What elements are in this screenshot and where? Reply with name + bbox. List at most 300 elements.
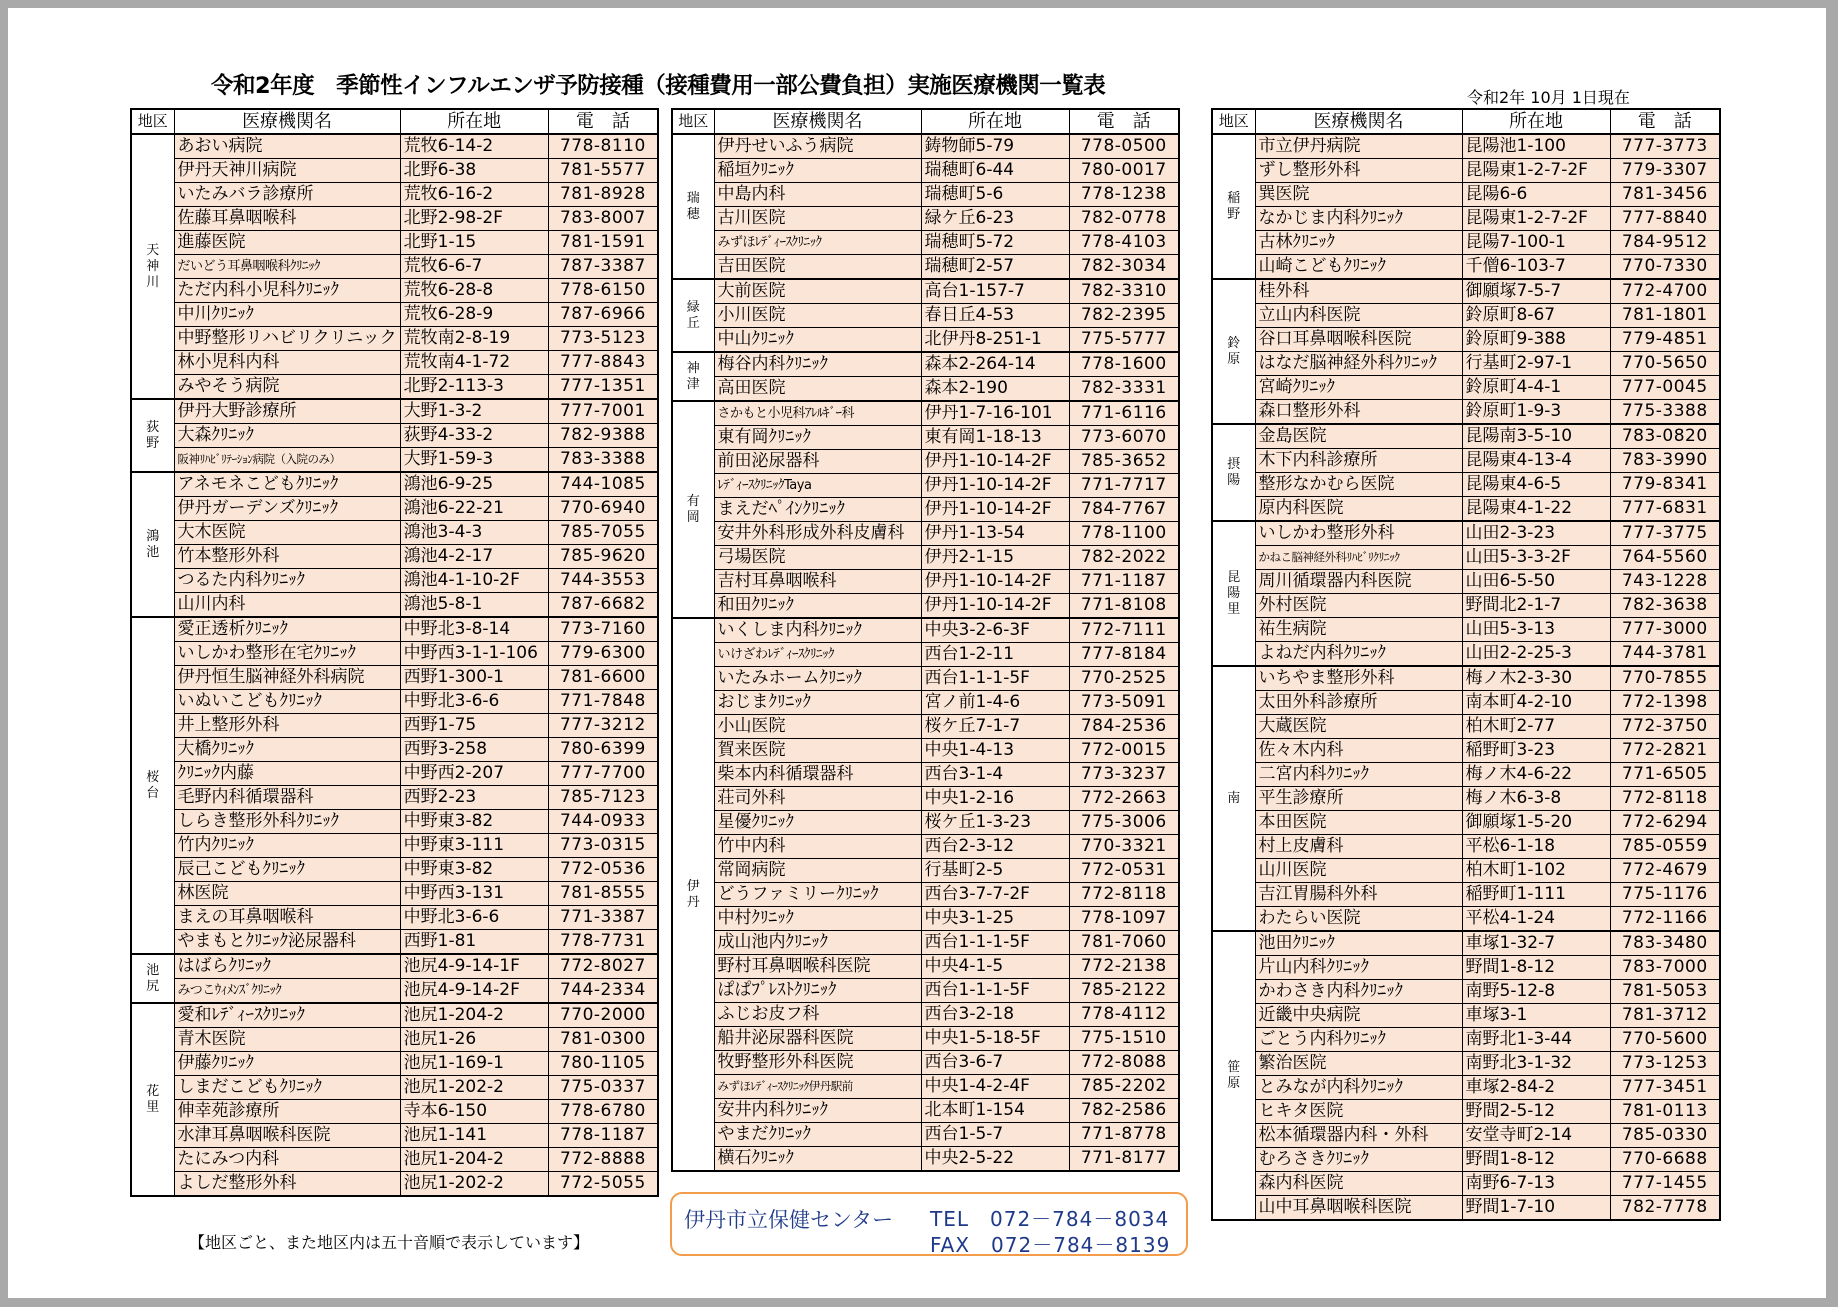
clinic-phone: 771-8177 — [1069, 1147, 1179, 1172]
table-row — [1212, 1052, 1720, 1076]
clinic-phone: 781-3456 — [1610, 183, 1720, 207]
clinic-phone: 744-0933 — [548, 810, 658, 834]
clinic-name: 二宮内科ｸﾘﾆｯｸ — [1255, 763, 1462, 787]
table-row — [131, 786, 658, 810]
clinic-address: 荒牧6-16-2 — [400, 183, 548, 207]
clinic-name: 常岡病院 — [714, 859, 921, 883]
clinic-name: 進藤医院 — [174, 231, 400, 255]
clinic-address: 野間2-5-12 — [1462, 1100, 1610, 1124]
clinic-name: 本田医院 — [1255, 811, 1462, 835]
table-row — [131, 930, 658, 955]
table-row — [131, 545, 658, 569]
clinic-address: 鈴原町1-9-3 — [1462, 400, 1610, 425]
clinic-name: 安井外科形成外科皮膚科 — [714, 522, 921, 546]
table-row — [1212, 207, 1720, 231]
clinic-phone: 771-1187 — [1069, 570, 1179, 594]
table-row — [131, 134, 658, 159]
table-row — [131, 497, 658, 521]
table-row — [131, 159, 658, 183]
clinic-address: 鴻池6-9-25 — [400, 472, 548, 497]
clinic-phone: 775-0337 — [548, 1076, 658, 1100]
clinic-address: 池尻1-202-2 — [400, 1076, 548, 1100]
clinic-name: なかじま内科ｸﾘﾆｯｸ — [1255, 207, 1462, 231]
district-char: 野 — [1227, 206, 1241, 222]
district-char: 昆 — [1227, 569, 1241, 585]
clinic-address: 千僧6-103-7 — [1462, 255, 1610, 280]
clinic-name: ｸﾘﾆｯｸ内藤 — [174, 762, 400, 786]
table-row — [672, 426, 1179, 450]
clinic-name: まえの耳鼻咽喉科 — [174, 906, 400, 930]
table-row — [1212, 1028, 1720, 1052]
clinic-address: 鴻池4-1-10-2F — [400, 569, 548, 593]
table-row — [672, 1147, 1179, 1172]
table-row — [672, 883, 1179, 907]
table-row — [1212, 642, 1720, 667]
clinic-name: かねこ脳神経外科ﾘﾊﾋﾞﾘｸﾘﾆｯｸ — [1255, 546, 1462, 570]
header-name: 医療機関名 — [1255, 109, 1462, 134]
clinic-phone: 772-0015 — [1069, 739, 1179, 763]
clinic-phone: 785-2202 — [1069, 1075, 1179, 1099]
clinic-phone: 778-1238 — [1069, 183, 1179, 207]
clinic-phone: 778-7731 — [548, 930, 658, 955]
table-row — [131, 399, 658, 424]
clinic-name: よしだ整形外科 — [174, 1172, 400, 1197]
table-row — [672, 691, 1179, 715]
district-char: 陽 — [1227, 472, 1241, 488]
table-row — [672, 328, 1179, 353]
district-char: 津 — [686, 376, 700, 392]
table-row — [1212, 763, 1720, 787]
date-note: 令和2年 10月 1日現在 — [1467, 88, 1630, 107]
clinic-name: 毛野内科循環器科 — [174, 786, 400, 810]
clinic-name: 柴本内科循環器科 — [714, 763, 921, 787]
clinic-address: 池尻1-202-2 — [400, 1172, 548, 1197]
table-row — [1212, 255, 1720, 280]
district-char: 川 — [146, 274, 160, 290]
table-row — [1212, 1004, 1720, 1028]
table-row — [131, 1124, 658, 1148]
district-char: 緑 — [686, 299, 700, 315]
clinic-name: 野村耳鼻咽喉科医院 — [714, 955, 921, 979]
table-row — [1212, 279, 1720, 304]
clinic-phone: 743-1228 — [1610, 570, 1720, 594]
table-row — [672, 618, 1179, 643]
clinic-phone: 785-0330 — [1610, 1124, 1720, 1148]
clinic-name: つるた内科ｸﾘﾆｯｸ — [174, 569, 400, 593]
clinic-phone: 772-1166 — [1610, 907, 1720, 932]
clinic-phone: 785-7123 — [548, 786, 658, 810]
clinic-phone: 778-6150 — [548, 279, 658, 303]
district-char: 原 — [1227, 351, 1241, 367]
clinic-name: たにみつ内科 — [174, 1148, 400, 1172]
clinic-name: 中村ｸﾘﾆｯｸ — [714, 907, 921, 931]
clinic-name: 金島医院 — [1255, 424, 1462, 449]
clinic-address: 昆陽6-6 — [1462, 183, 1610, 207]
clinic-phone: 775-5777 — [1069, 328, 1179, 353]
clinic-name: 竹本整形外科 — [174, 545, 400, 569]
clinic-phone: 785-7055 — [548, 521, 658, 545]
clinic-name: ヒキタ医院 — [1255, 1100, 1462, 1124]
table-row — [672, 763, 1179, 787]
clinic-address: 西台2-3-12 — [921, 835, 1069, 859]
table-row — [131, 617, 658, 642]
district-char: 摂 — [1227, 456, 1241, 472]
clinic-name: はなだ脳神経外科ｸﾘﾆｯｸ — [1255, 352, 1462, 376]
table-row — [1212, 907, 1720, 932]
clinic-name: 周川循環器内科医院 — [1255, 570, 1462, 594]
table-row — [672, 352, 1179, 377]
table-row — [1212, 618, 1720, 642]
clinic-phone: 782-3331 — [1069, 377, 1179, 402]
table-row — [672, 570, 1179, 594]
table-row — [672, 134, 1179, 159]
district-cell — [672, 401, 714, 618]
table-row — [672, 1003, 1179, 1027]
table-row — [1212, 376, 1720, 400]
clinic-address: 中野西2-207 — [400, 762, 548, 786]
table-row — [672, 183, 1179, 207]
table-row — [131, 1052, 658, 1076]
clinic-name: 佐々木内科 — [1255, 739, 1462, 763]
district-char: 有 — [686, 493, 700, 509]
table-row — [672, 401, 1179, 426]
clinic-address: 鈴原町8-67 — [1462, 304, 1610, 328]
clinic-name: 吉江胃腸科外科 — [1255, 883, 1462, 907]
clinic-address: 昆陽東4-6-5 — [1462, 473, 1610, 497]
clinic-name: 成山池内ｸﾘﾆｯｸ — [714, 931, 921, 955]
table-row — [672, 546, 1179, 570]
clinic-address: 荒牧南4-1-72 — [400, 351, 548, 375]
district-char: 尻 — [146, 978, 160, 994]
table-row — [131, 521, 658, 545]
clinic-address: 中野東3-82 — [400, 810, 548, 834]
table-row — [1212, 787, 1720, 811]
clinic-address: 御願塚1-5-20 — [1462, 811, 1610, 835]
district-cell — [1212, 931, 1255, 1220]
contact-tel: TEL 072－784－8034 — [930, 1207, 1170, 1231]
clinic-address: 荒牧6-28-8 — [400, 279, 548, 303]
table-row — [131, 207, 658, 231]
clinic-phone: 785-9620 — [548, 545, 658, 569]
clinic-phone: 778-1100 — [1069, 522, 1179, 546]
table-row — [1212, 304, 1720, 328]
table-row — [131, 690, 658, 714]
district-char: 荻 — [146, 419, 160, 435]
clinic-name: 阪神ﾘﾊﾋﾞﾘﾃｰｼｮﾝ病院（入院のみ） — [174, 448, 400, 473]
table-row — [672, 739, 1179, 763]
clinic-name: 伊丹せいふう病院 — [714, 134, 921, 159]
table-row — [672, 377, 1179, 402]
clinic-name: 繁治医院 — [1255, 1052, 1462, 1076]
table-row — [1212, 594, 1720, 618]
clinic-phone: 782-2395 — [1069, 304, 1179, 328]
clinic-address: 昆陽東4-13-4 — [1462, 449, 1610, 473]
clinic-name: 井上整形外科 — [174, 714, 400, 738]
clinic-address: 昆陽7-100-1 — [1462, 231, 1610, 255]
district-char: 野 — [146, 435, 160, 451]
clinic-phone: 772-3750 — [1610, 715, 1720, 739]
clinic-name: みずほﾚﾃﾞｨｰｽｸﾘﾆｯｸ伊丹駅前 — [714, 1075, 921, 1099]
clinic-phone: 781-5577 — [548, 159, 658, 183]
clinic-address: 中央3-2-6-3F — [921, 618, 1069, 643]
clinic-address: 昆陽池1-100 — [1462, 134, 1610, 159]
clinic-address: 北野2-113-3 — [400, 375, 548, 400]
clinic-address: 西野1-81 — [400, 930, 548, 955]
clinic-address: 北野2-98-2F — [400, 207, 548, 231]
clinic-address: 中央1-4-13 — [921, 739, 1069, 763]
clinic-name: しらき整形外科ｸﾘﾆｯｸ — [174, 810, 400, 834]
clinic-phone: 770-5600 — [1610, 1028, 1720, 1052]
clinic-name: 松本循環器内科・外科 — [1255, 1124, 1462, 1148]
table-row — [1212, 400, 1720, 425]
clinic-phone: 779-3307 — [1610, 159, 1720, 183]
clinic-phone: 787-3387 — [548, 255, 658, 279]
table-row — [672, 1099, 1179, 1123]
clinic-address: 大野1-59-3 — [400, 448, 548, 473]
header-address: 所在地 — [921, 109, 1069, 134]
clinic-name: 吉田医院 — [714, 255, 921, 280]
clinic-address: 西台3-7-7-2F — [921, 883, 1069, 907]
clinic-phone: 772-2138 — [1069, 955, 1179, 979]
table-row — [1212, 931, 1720, 956]
header-area: 地区 — [672, 109, 714, 134]
table-row — [672, 955, 1179, 979]
clinic-address: 昆陽東1-2-7-2F — [1462, 159, 1610, 183]
clinic-address: 鴻池3-4-3 — [400, 521, 548, 545]
clinic-phone: 773-7160 — [548, 617, 658, 642]
header-name: 医療機関名 — [174, 109, 400, 134]
clinic-phone: 771-3387 — [548, 906, 658, 930]
table-row — [131, 954, 658, 979]
table-row — [1212, 1148, 1720, 1172]
clinic-address: 池尻1-141 — [400, 1124, 548, 1148]
table-row — [131, 714, 658, 738]
clinic-address: 稲野町1-111 — [1462, 883, 1610, 907]
clinic-address: 中野東3-111 — [400, 834, 548, 858]
clinic-address: 西台3-2-18 — [921, 1003, 1069, 1027]
clinic-address: 昆陽東1-2-7-2F — [1462, 207, 1610, 231]
clinic-phone: 773-1253 — [1610, 1052, 1720, 1076]
table-row — [672, 1075, 1179, 1099]
clinic-address: 西台1-1-1-5F — [921, 979, 1069, 1003]
clinic-phone: 784-2536 — [1069, 715, 1179, 739]
clinic-name: どうファミリーｸﾘﾆｯｸ — [714, 883, 921, 907]
table-row — [672, 231, 1179, 255]
clinic-phone: 775-1510 — [1069, 1027, 1179, 1051]
table-row — [1212, 328, 1720, 352]
clinic-address: 鴻池6-22-21 — [400, 497, 548, 521]
clinic-name: 横石ｸﾘﾆｯｸ — [714, 1147, 921, 1172]
clinic-address: 梅ノ木4-6-22 — [1462, 763, 1610, 787]
table-row — [1212, 739, 1720, 763]
clinic-address: 南野6-7-13 — [1462, 1172, 1610, 1196]
clinic-address: 伊丹1-10-14-2F — [921, 570, 1069, 594]
clinic-phone: 772-5055 — [548, 1172, 658, 1197]
clinic-name: 伊丹恒生脳神経外科病院 — [174, 666, 400, 690]
clinic-name: 市立伊丹病院 — [1255, 134, 1462, 159]
table-row — [131, 1100, 658, 1124]
clinic-name: 池田ｸﾘﾆｯｸ — [1255, 931, 1462, 956]
clinic-name: 伸幸苑診療所 — [174, 1100, 400, 1124]
clinic-address: 鋳物師5-79 — [921, 134, 1069, 159]
clinic-name: 太田外科診療所 — [1255, 691, 1462, 715]
clinic-address: 車塚3-1 — [1462, 1004, 1610, 1028]
table-row — [131, 810, 658, 834]
district-cell — [672, 618, 714, 1171]
header-address: 所在地 — [1462, 109, 1610, 134]
clinic-name: 祐生病院 — [1255, 618, 1462, 642]
clinic-name: 木下内科診療所 — [1255, 449, 1462, 473]
clinic-address: 宮ノ前1-4-6 — [921, 691, 1069, 715]
contact-fax: FAX 072－784－8139 — [930, 1233, 1171, 1257]
table-row — [672, 1027, 1179, 1051]
clinic-name: みつこｳｨﾒﾝｽﾞｸﾘﾆｯｸ — [174, 979, 400, 1004]
table-row — [1212, 1076, 1720, 1100]
clinic-phone: 782-0778 — [1069, 207, 1179, 231]
clinic-address: 鈴原町9-388 — [1462, 328, 1610, 352]
district-char: 里 — [146, 1099, 160, 1115]
district-char: 神 — [146, 258, 160, 274]
clinic-phone: 781-1801 — [1610, 304, 1720, 328]
clinic-phone: 781-8555 — [548, 882, 658, 906]
clinic-address: 南野北3-1-32 — [1462, 1052, 1610, 1076]
clinic-name: ﾚﾃﾞｨｰｽｸﾘﾆｯｸTaya — [714, 474, 921, 498]
clinic-address: 梅ノ木2-3-30 — [1462, 666, 1610, 691]
clinic-address: 北野1-15 — [400, 231, 548, 255]
clinic-phone: 775-3006 — [1069, 811, 1179, 835]
clinic-address: 西台1-1-1-5F — [921, 667, 1069, 691]
clinic-name: 小川医院 — [714, 304, 921, 328]
clinic-phone: 782-7778 — [1610, 1196, 1720, 1221]
clinic-phone: 784-7767 — [1069, 498, 1179, 522]
clinic-phone: 777-1351 — [548, 375, 658, 400]
clinic-address: 西台3-6-7 — [921, 1051, 1069, 1075]
clinic-address: 車塚2-84-2 — [1462, 1076, 1610, 1100]
table-row — [131, 424, 658, 448]
district-char: 陽 — [1227, 585, 1241, 601]
clinic-name: いちやま整形外科 — [1255, 666, 1462, 691]
clinic-phone: 772-1398 — [1610, 691, 1720, 715]
header-address: 所在地 — [400, 109, 548, 134]
clinic-name: 大木医院 — [174, 521, 400, 545]
clinic-name: 山川内科 — [174, 593, 400, 618]
clinic-name: ごとう内科ｸﾘﾆｯｸ — [1255, 1028, 1462, 1052]
clinic-phone: 785-2122 — [1069, 979, 1179, 1003]
table-row — [131, 1172, 658, 1197]
clinic-phone: 772-0536 — [548, 858, 658, 882]
clinic-name: 宮崎ｸﾘﾆｯｸ — [1255, 376, 1462, 400]
clinic-name: 伊丹ガーデンズｸﾘﾆｯｸ — [174, 497, 400, 521]
clinic-address: 西台3-1-4 — [921, 763, 1069, 787]
clinic-name: 立山内科医院 — [1255, 304, 1462, 328]
clinic-phone: 778-0500 — [1069, 134, 1179, 159]
clinic-table-3 — [1211, 108, 1721, 1221]
clinic-phone: 771-7848 — [548, 690, 658, 714]
clinic-address: 中央1-5-18-5F — [921, 1027, 1069, 1051]
table-row — [1212, 715, 1720, 739]
clinic-address: 行基町2-5 — [921, 859, 1069, 883]
clinic-name: 水津耳鼻咽喉科医院 — [174, 1124, 400, 1148]
clinic-phone: 770-2000 — [548, 1003, 658, 1028]
clinic-phone: 777-8843 — [548, 351, 658, 375]
clinic-phone: 772-2821 — [1610, 739, 1720, 763]
document-title: 令和2年度 季節性インフルエンザ予防接種（接種費用一部公費負担）実施医療機関一覧表 — [211, 73, 1106, 99]
district-char: 花 — [146, 1083, 160, 1099]
clinic-phone: 771-8108 — [1069, 594, 1179, 619]
clinic-address: 中央3-1-25 — [921, 907, 1069, 931]
clinic-phone: 778-1187 — [548, 1124, 658, 1148]
header-phone: 電 話 — [1069, 109, 1179, 134]
clinic-name: 大蔵医院 — [1255, 715, 1462, 739]
district-char: 鈴 — [1227, 335, 1241, 351]
clinic-phone: 780-1105 — [548, 1052, 658, 1076]
clinic-name: ただ内科小児科ｸﾘﾆｯｸ — [174, 279, 400, 303]
table-row — [1212, 159, 1720, 183]
clinic-phone: 782-3034 — [1069, 255, 1179, 280]
clinic-address: 伊丹1-10-14-2F — [921, 450, 1069, 474]
clinic-phone: 781-3712 — [1610, 1004, 1720, 1028]
clinic-name: 大前医院 — [714, 279, 921, 304]
clinic-phone: 781-0113 — [1610, 1100, 1720, 1124]
table-row — [131, 858, 658, 882]
table-row — [131, 642, 658, 666]
clinic-phone: 777-7001 — [548, 399, 658, 424]
table-row — [1212, 835, 1720, 859]
clinic-phone: 777-6831 — [1610, 497, 1720, 522]
clinic-address: 昆陽南3-5-10 — [1462, 424, 1610, 449]
clinic-phone: 770-2525 — [1069, 667, 1179, 691]
clinic-address: 中央2-5-22 — [921, 1147, 1069, 1172]
clinic-address: 池尻1-204-2 — [400, 1148, 548, 1172]
table-row — [672, 304, 1179, 328]
clinic-address: 中野北3-6-6 — [400, 690, 548, 714]
clinic-name: 星優ｸﾘﾆｯｸ — [714, 811, 921, 835]
table-row — [131, 569, 658, 593]
clinic-address: 山田6-5-50 — [1462, 570, 1610, 594]
clinic-address: 森本2-190 — [921, 377, 1069, 402]
clinic-name: 伊丹天神川病院 — [174, 159, 400, 183]
table-row — [131, 255, 658, 279]
clinic-address: 山田2-2-25-3 — [1462, 642, 1610, 667]
clinic-name: ぱぱﾌﾟﾚｽﾄｸﾘﾆｯｸ — [714, 979, 921, 1003]
table-row — [131, 327, 658, 351]
clinic-address: 荒牧6-28-9 — [400, 303, 548, 327]
clinic-phone: 772-0531 — [1069, 859, 1179, 883]
clinic-address: 鴻池5-8-1 — [400, 593, 548, 618]
clinic-name: とみなが内科ｸﾘﾆｯｸ — [1255, 1076, 1462, 1100]
clinic-phone: 783-3990 — [1610, 449, 1720, 473]
clinic-phone: 764-5560 — [1610, 546, 1720, 570]
clinic-name: 伊丹大野診療所 — [174, 399, 400, 424]
header-area: 地区 — [131, 109, 174, 134]
table-row — [131, 351, 658, 375]
clinic-name: 原内科医院 — [1255, 497, 1462, 522]
clinic-phone: 778-4112 — [1069, 1003, 1179, 1027]
district-cell — [672, 279, 714, 352]
clinic-name: 森口整形外科 — [1255, 400, 1462, 425]
clinic-phone: 777-3451 — [1610, 1076, 1720, 1100]
district-char: 鴻 — [146, 528, 160, 544]
clinic-address: 西台1-2-11 — [921, 643, 1069, 667]
clinic-phone: 770-6688 — [1610, 1148, 1720, 1172]
clinic-name: 賀来医院 — [714, 739, 921, 763]
clinic-name: 片山内科ｸﾘﾆｯｸ — [1255, 956, 1462, 980]
clinic-name: やまだｸﾘﾆｯｸ — [714, 1123, 921, 1147]
clinic-name: 平生診療所 — [1255, 787, 1462, 811]
clinic-phone: 783-3480 — [1610, 931, 1720, 956]
clinic-phone: 787-6682 — [548, 593, 658, 618]
clinic-phone: 770-7330 — [1610, 255, 1720, 280]
